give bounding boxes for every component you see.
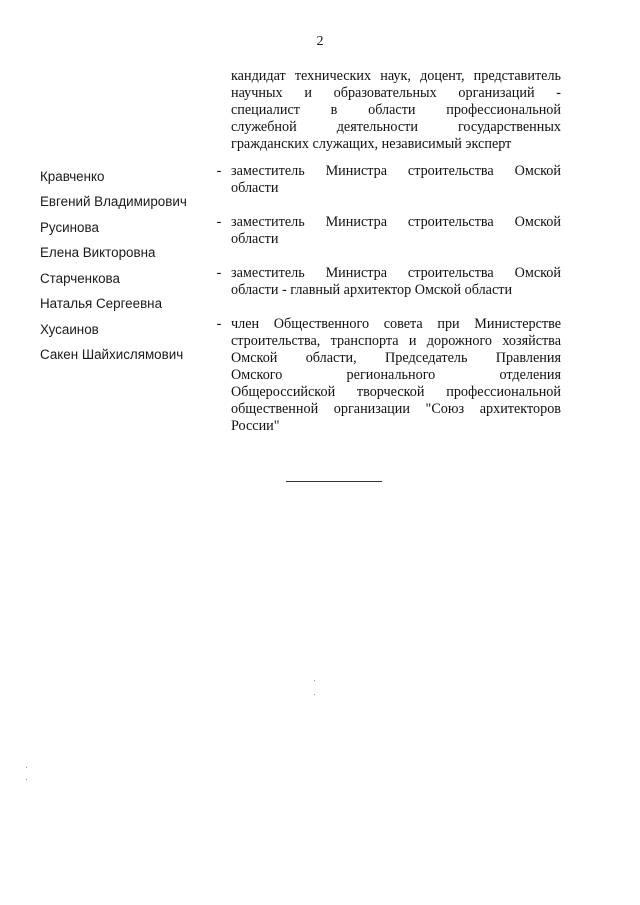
role-line: строительства, транспорта и дорожного хозяйства: [231, 333, 561, 349]
member-name: [40, 164, 220, 214]
role-line: заместитель Министра строительства Омской: [231, 163, 561, 179]
role-line: служебной деятельности государственных: [231, 119, 561, 135]
member-surname: Старченкова: [40, 271, 120, 286]
scan-speck: [314, 680, 315, 681]
member-name: [40, 215, 220, 265]
role-line: специалист в области профессиональной: [231, 102, 561, 118]
role-line: области: [231, 231, 279, 247]
role-line: Общероссийской творческой профессиональной: [231, 384, 561, 400]
role-line: гражданских служащих, независимый эксперт: [231, 136, 512, 152]
member-role: [231, 265, 561, 299]
member-given-names: Евгений Владимирович: [40, 194, 187, 209]
scan-speck: [314, 694, 315, 695]
member-dash: -: [216, 214, 222, 230]
continuation-role-text: [231, 68, 561, 153]
member-surname: Хусаинов: [40, 322, 99, 337]
member-dash: -: [216, 163, 222, 179]
role-line: заместитель Министра строительства Омской: [231, 265, 561, 281]
role-line: области: [231, 180, 279, 196]
member-surname: Русинова: [40, 220, 99, 235]
scan-speck: [26, 767, 27, 768]
role-line: заместитель Министра строительства Омской: [231, 214, 561, 230]
member-role: [231, 214, 561, 248]
role-line: России": [231, 418, 280, 434]
member-given-names: Сакен Шайхислямович: [40, 347, 184, 362]
role-line: научных и образовательных организаций -: [231, 85, 561, 101]
member-given-names: Наталья Сергеевна: [40, 296, 163, 311]
scan-speck: [26, 779, 27, 780]
role-line: Омской области, Председатель Правления: [231, 350, 561, 366]
member-dash: -: [216, 265, 222, 281]
page-number: 2: [316, 34, 324, 49]
member-role: [231, 316, 561, 435]
member-given-names: Елена Викторовна: [40, 245, 156, 260]
member-name: [40, 266, 220, 316]
role-line: области - главный архитектор Омской области: [231, 282, 513, 298]
role-line: общественной организации "Союз архитекторов: [231, 401, 561, 417]
member-dash: -: [216, 316, 222, 332]
end-of-list-rule: [286, 481, 382, 482]
role-line: Омского регионального отделения: [231, 367, 561, 383]
role-line: член Общественного совета при Министерстве: [231, 316, 561, 332]
member-name: [40, 317, 220, 367]
role-line: кандидат технических наук, доцент, представитель: [231, 68, 561, 84]
member-role: [231, 163, 561, 197]
member-surname: Кравченко: [40, 169, 105, 184]
